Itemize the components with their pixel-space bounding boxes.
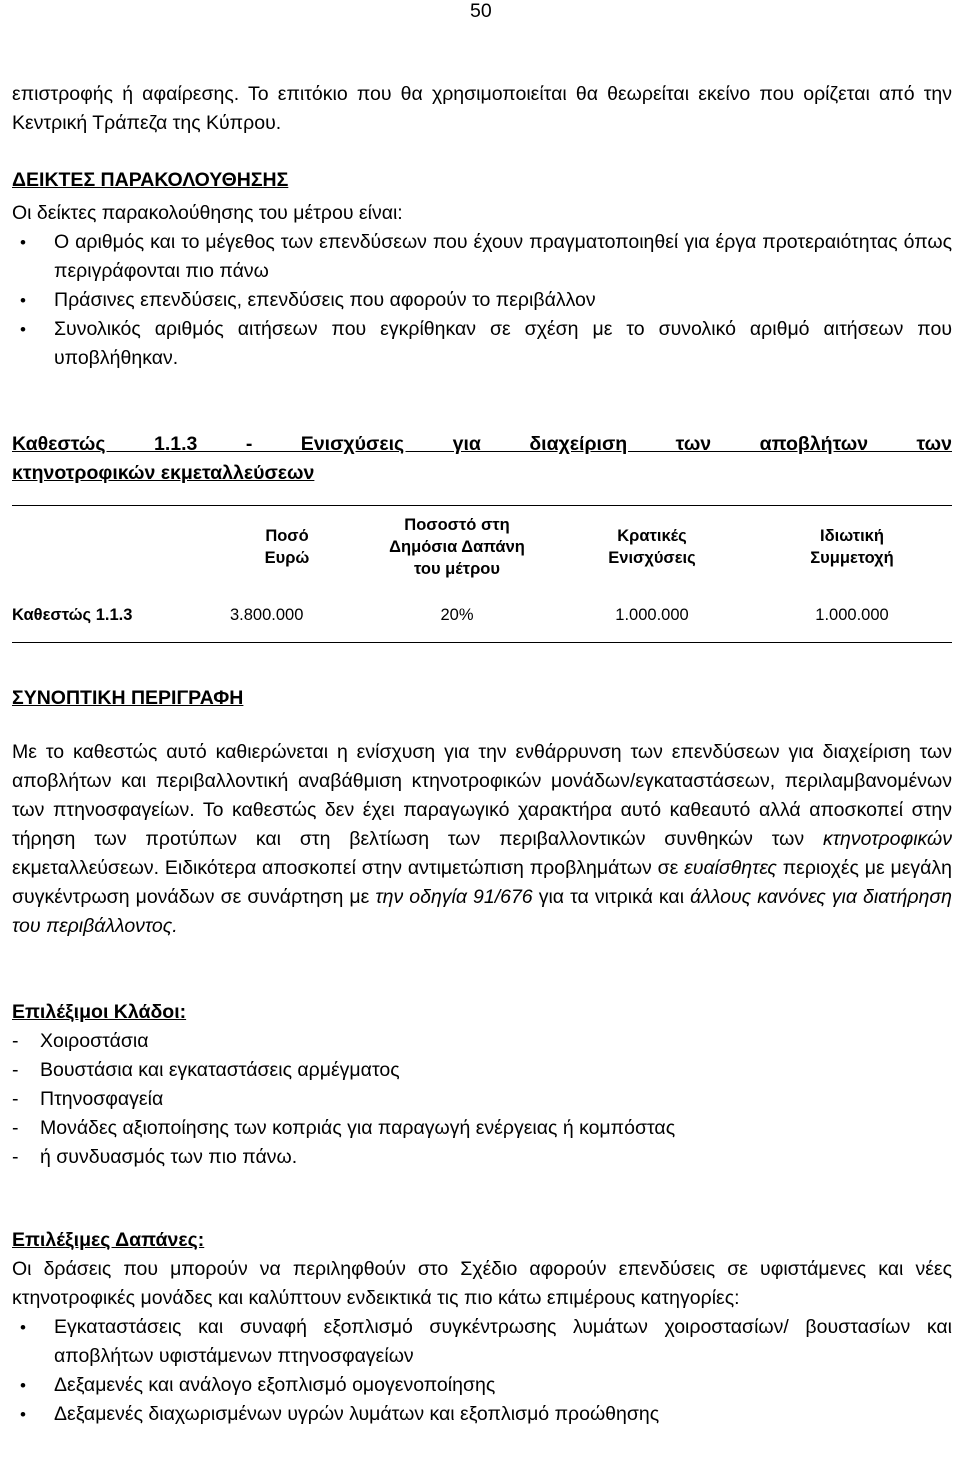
list-item: - Μονάδες αξιοποίησης των κοπριάς για παραγωγή ενέργειας ή κομπόστας — [12, 1117, 676, 1139]
summary-paragraph: Με το καθεστώς αυτό καθιερώνεται η ενίσχυση για την ενθάρρυνση των επενδύσεων για διαχείριση των αποβλήτων και περιβαλλοντική αναβάθμιση κτηνοτροφικών μονάδων/εγκαταστάσεων, περιλαμβανομένων των πτηνοσφαγείων. Το καθεστώς δεν έχει παραγωγικό χαρακτήρα αυτό καθεαυτό αλλά αποσκοπεί στην τήρηση των προτύπων και στη βελτίωση των περιβαλλοντικών συνθηκών των κτηνοτροφικών εκμεταλλεύσεων. Ειδικότερα αποσκοπεί στην αντιμετώπιση προβλημάτων σε ευαίσθητες περιοχές με μεγάλη συγκέντρωση μονάδων σε συνάρτηση με την οδηγία 91/676 για τα νιτρικά και άλλους κανόνες για διατήρηση του περιβάλλοντος. — [12, 741, 953, 937]
table-row-label: Καθεστώς 1.1.3 — [12, 605, 133, 624]
table-header-percent: Ποσοστό στη Δημόσια Δαπάνη του μέτρου — [389, 516, 525, 578]
table-header-state-aid: Κρατικές Ενισχύσεις — [608, 527, 696, 567]
branches-section — [12, 998, 952, 1172]
branches-heading: Επιλέξιμοι Κλάδοι: — [12, 1001, 187, 1023]
expenses-paragraph: Οι δράσεις που μπορούν να περιληφθούν στο Σχέδιο αφορούν επενδύσεις σε υφιστάμενες και νέες κτηνοτροφικές μονάδες και καλύπτουν ενδεικτικά τις πιο κάτω επιμέρους κατηγορίες: — [12, 1258, 952, 1309]
expenses-item: • Δεξαμενές διαχωρισμένων υγρών λυμάτων και εξοπλισμό προώθησης — [12, 1400, 952, 1429]
table-cell-private: 1.000.000 — [815, 605, 889, 624]
table-row — [12, 588, 952, 642]
list-item: - Χοιροστάσια — [12, 1030, 149, 1052]
monitoring-heading: ΔΕΙΚΤΕΣ ΠΑΡΑΚΟΛΟΥΘΗΣΗΣ — [12, 169, 289, 191]
page-number: 50 — [470, 0, 492, 22]
table-header-row — [12, 506, 952, 588]
expenses-heading: Επιλέξιμες Δαπάνες: — [12, 1229, 205, 1251]
summary-section — [12, 684, 952, 941]
list-item: - Βουστάσια και εγκαταστάσεις αρμέγματος — [12, 1059, 400, 1081]
table-header-private: Ιδιωτική Συμμετοχή — [810, 527, 894, 567]
monitoring-lead: Οι δείκτες παρακολούθησης του μέτρου είναι: — [12, 202, 403, 224]
scheme-title — [12, 430, 952, 488]
table-header-empty — [12, 506, 212, 588]
expenses-section — [12, 1226, 952, 1429]
intro-paragraph: επιστροφής ή αφαίρεσης. Το επιτόκιο που θα χρησιμοποιείται θα θεωρείται εκείνο που ορίζεται από την Κεντρική Τράπεζα της Κύπρου. — [12, 83, 952, 134]
monitoring-item: • Ο αριθμός και το μέγεθος των επενδύσεων που έχουν πραγματοποιηθεί για έργα προτεραιότητας όπως περιγράφονται πιο πάνω — [12, 228, 952, 286]
summary-heading: ΣΥΝΟΠΤΙΚΗ ΠΕΡΙΓΡΑΦΗ — [12, 687, 244, 709]
expenses-item: • Εγκαταστάσεις και συναφή εξοπλισμό συγκέντρωσης λυμάτων χοιροστασίων/ βουστασίων και αποβλήτων υφιστάμενων πτηνοσφαγείων — [12, 1313, 952, 1371]
table-cell-state-aid: 1.000.000 — [615, 605, 689, 624]
list-item: - Πτηνοσφαγεία — [12, 1088, 164, 1110]
scheme-title-line1: Καθεστώς 1.1.3 - Ενισχύσεις για διαχείριση των αποβλήτων των — [12, 433, 952, 455]
scheme-title-line2: κτηνοτροφικών εκμεταλλεύσεων — [12, 462, 315, 484]
expenses-item: • Δεξαμενές και ανάλογο εξοπλισμό ομογενοποίησης — [12, 1371, 952, 1400]
table-header-amount: Ποσό Ευρώ — [264, 527, 310, 567]
table-cell-percent: 20% — [440, 605, 474, 624]
list-item: - ή συνδυασμός των πιο πάνω. — [12, 1146, 298, 1168]
table-cell-amount: 3.800.000 — [230, 605, 304, 624]
monitoring-item: • Πράσινες επενδύσεις, επενδύσεις που αφορούν το περιβάλλον — [12, 286, 952, 315]
funding-table — [12, 505, 952, 643]
monitoring-section — [12, 166, 952, 373]
monitoring-item: • Συνολικός αριθμός αιτήσεων που εγκρίθηκαν σε σχέση με το συνολικό αριθμό αιτήσεων που υποβλήθηκαν. — [12, 315, 952, 373]
table-bottom-rule — [12, 642, 952, 643]
